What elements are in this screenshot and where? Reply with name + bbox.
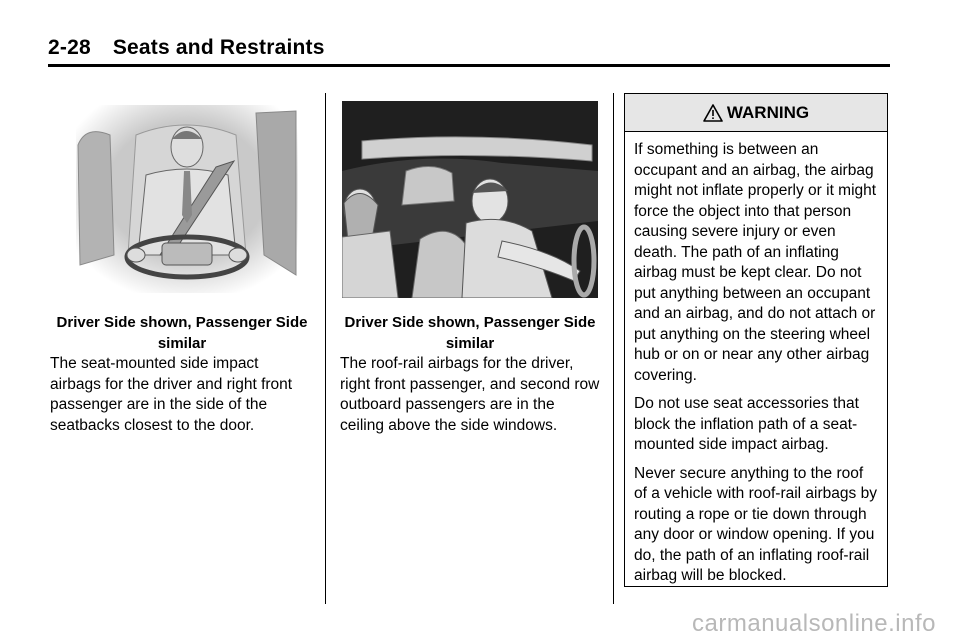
warning-paragraph: If something is between an occupant and an airbag, the airbag might not inflate properly or it might force the object into that person causing severe injury or even death. The path of an inflating airbag must be kept clear. Do not put anything between an occupant and an airbag, and do not attach or put anything on the steering wheel hub or on or near any other airbag covering. xyxy=(634,141,877,384)
section-title: Seats and Restraints xyxy=(112,36,325,59)
column-divider-right xyxy=(613,93,614,604)
driver-illustration xyxy=(76,105,298,293)
warning-triangle-icon xyxy=(703,104,723,122)
warning-body xyxy=(625,132,887,587)
warning-paragraph: Do not use seat accessories that block the inflation path of a seat-mounted side impact airbag. xyxy=(634,395,859,453)
warning-paragraph: Never secure anything to the roof of a vehicle with roof-rail airbags by routing a rope or tie down through any door or window opening. If you do, the path of an inflating roof-rail airbag will be blocked. xyxy=(634,464,877,584)
warning-title: WARNING xyxy=(726,102,810,122)
left-body-text: The seat-mounted side impact airbags for the driver and right front passenger are in the side of the seatbacks closest to the door. xyxy=(50,355,293,434)
column-divider-left xyxy=(325,93,326,604)
page-header xyxy=(48,34,890,67)
warning-box xyxy=(624,93,888,587)
middle-caption: Driver Side shown, Passenger Side similar xyxy=(344,314,596,352)
left-caption: Driver Side shown, Passenger Side similar xyxy=(56,314,308,352)
roof-rail-illustration xyxy=(342,101,598,298)
warning-header xyxy=(625,94,887,132)
page-number: 2-28 xyxy=(48,36,91,59)
page-title xyxy=(48,36,325,60)
watermark-text: carmanualsonline.info xyxy=(692,610,936,637)
middle-body-text: The roof-rail airbags for the driver, right front passenger, and second row outboard passengers are in the ceiling above the side windows. xyxy=(340,355,600,434)
